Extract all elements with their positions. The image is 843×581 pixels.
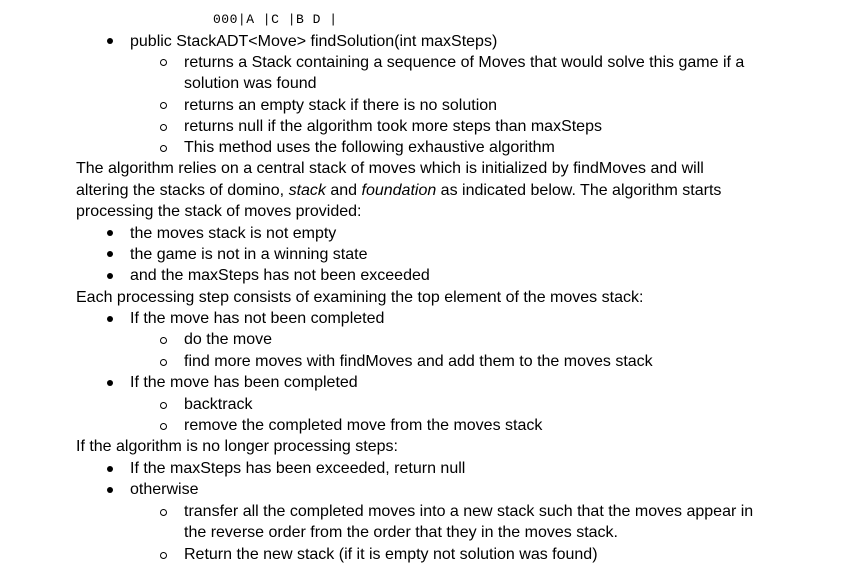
not-completed-step-2: find more moves with findMoves and add them to the moves stack [184,353,653,370]
circle-bullet-icon [160,145,167,152]
completed-step-2: remove the completed move from the moves stack [184,417,543,434]
intro-emphasis-stack: stack [288,182,326,199]
condition-2: the game is not in a winning state [130,246,368,263]
circle-bullet-icon [160,509,167,516]
processing-heading: Each processing step consists of examining the top element of the moves stack: [76,289,644,306]
bullet-icon [107,466,113,472]
intro-text: and [325,182,362,199]
ending-otherwise: otherwise [130,481,199,498]
ending-step-1-line1: transfer all the completed moves into a new stack such that the moves appear in [184,503,754,520]
not-completed-step-1: do the move [184,331,273,348]
intro-line-2 [76,180,721,201]
ending-step-1-line2: the reverse order from the order that they in the moves stack. [184,524,618,541]
code-fragment: 000|A |C |B D | [213,12,338,27]
method-signature: public StackADT<Move> findSolution(int maxSteps) [130,33,498,50]
intro-line-1: The algorithm relies on a central stack of moves which is initialized by findMoves and will [76,160,704,177]
bullet-icon [107,380,113,386]
circle-bullet-icon [160,359,167,366]
completed-label: If the move has been completed [130,374,358,391]
intro-text: altering the stacks of domino, [76,182,289,199]
bullet-icon [107,487,113,493]
circle-bullet-icon [160,124,167,131]
return-item-1-line1: returns a Stack containing a sequence of Moves that would solve this game if a [184,54,745,71]
ending-exceeded: If the maxSteps has been exceeded, return null [130,460,466,477]
circle-bullet-icon [160,59,167,66]
return-item-2: returns an empty stack if there is no solution [184,97,498,114]
intro-text: as indicated below. The algorithm starts [436,182,722,199]
circle-bullet-icon [160,423,167,430]
bullet-icon [107,230,113,236]
circle-bullet-icon [160,102,167,109]
bullet-icon [107,251,113,257]
intro-line-3: processing the stack of moves provided: [76,203,362,220]
condition-3: and the maxSteps has not been exceeded [130,267,430,284]
return-item-3: returns null if the algorithm took more steps than maxSteps [184,118,602,135]
intro-emphasis-foundation: foundation [361,182,437,199]
return-item-1-line2: solution was found [184,75,317,92]
circle-bullet-icon [160,552,167,559]
bullet-icon [107,38,113,44]
completed-step-1: backtrack [184,396,253,413]
return-item-4: This method uses the following exhaustive algorithm [184,139,555,156]
condition-1: the moves stack is not empty [130,225,337,242]
not-completed-label: If the move has not been completed [130,310,385,327]
bullet-icon [107,316,113,322]
circle-bullet-icon [160,402,167,409]
circle-bullet-icon [160,337,167,344]
bullet-icon [107,273,113,279]
ending-heading: If the algorithm is no longer processing steps: [76,438,398,455]
ending-step-2: Return the new stack (if it is empty not solution was found) [184,546,598,563]
